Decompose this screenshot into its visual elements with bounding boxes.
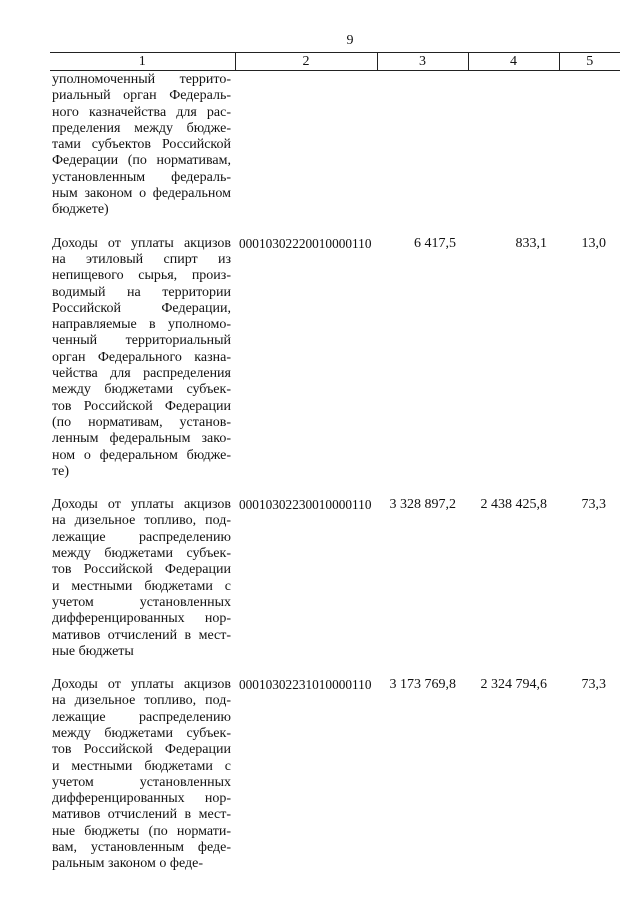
row-spacer <box>52 219 231 233</box>
table-body <box>50 71 620 887</box>
revenue-name-line: дифференцированных нор- <box>52 791 231 807</box>
plan-value-cell: 3 328 897,2 <box>389 497 456 513</box>
revenue-name-line: ленным федеральным зако- <box>52 431 231 447</box>
actual-value-cell: 833,1 <box>515 235 547 251</box>
revenue-name-line: ного казначейства для рас- <box>52 104 231 120</box>
revenue-name-cell <box>50 233 235 494</box>
table-row <box>50 71 620 233</box>
budget-code-cell: 00010302220010000110 <box>239 235 372 251</box>
revenue-name-line: тов Российской Федерации <box>52 398 231 414</box>
revenue-name-line: мативов отчислений в мест- <box>52 807 231 823</box>
revenue-name-line: уполномоченный террито- <box>52 72 231 87</box>
budget-code-cell: 00010302230010000110 <box>239 497 372 513</box>
revenue-name-line: Федерации (по нормативам, <box>52 153 231 169</box>
revenue-name-line: ные бюджеты <box>52 643 134 659</box>
revenue-name-line: тами субъектов Российской <box>52 137 231 153</box>
percent-cell: 13,0 <box>581 235 606 251</box>
plan-value-cell <box>377 71 468 233</box>
plan-value-cell: 3 173 769,8 <box>389 677 456 693</box>
revenue-name-line: ральным законом о феде- <box>52 856 203 872</box>
budget-revenue-table <box>50 52 620 887</box>
revenue-name-line: те) <box>52 463 69 479</box>
revenue-name-line: на дизельное топливо, под- <box>52 513 231 529</box>
revenue-name-line: между бюджетами субъек- <box>52 382 231 398</box>
revenue-name-line: ные бюджеты (по нормати- <box>52 823 231 839</box>
table-row <box>50 674 620 887</box>
table-row <box>50 494 620 674</box>
revenue-name-line: между бюджетами субъек- <box>52 725 231 741</box>
percent-cell <box>559 71 620 233</box>
plan-value-cell: 6 417,5 <box>414 235 456 251</box>
percent-cell: 73,3 <box>581 677 606 693</box>
revenue-name-line: мативов отчислений в мест- <box>52 627 231 643</box>
revenue-name-line: Российской Федерации, <box>52 300 231 316</box>
revenue-name-line: на этиловый спирт из <box>52 251 231 267</box>
row-spacer <box>52 660 231 674</box>
column-header-3: 3 <box>377 53 468 71</box>
revenue-name-line: орган Федерального казна- <box>52 349 231 365</box>
revenue-name-line: направляемые в уполномо- <box>52 317 231 333</box>
actual-value-cell <box>468 71 559 233</box>
table-header <box>50 53 620 71</box>
revenue-name-cell <box>50 674 235 887</box>
revenue-name-line: на дизельное топливо, под- <box>52 693 231 709</box>
revenue-name-line: водимый на территории <box>52 284 231 300</box>
table-row <box>50 233 620 494</box>
revenue-name-line: между бюджетами субъек- <box>52 546 231 562</box>
revenue-name-cell <box>50 494 235 674</box>
revenue-name-line: ченный территориальный <box>52 333 231 349</box>
revenue-name-line: тов Российской Федерации <box>52 742 231 758</box>
revenue-name-line: и местными бюджетами с <box>52 758 231 774</box>
column-header-5: 5 <box>559 53 620 71</box>
revenue-name-line: ном о федеральном бюдже- <box>52 447 231 463</box>
revenue-name-cell <box>50 71 235 233</box>
revenue-name-line: вам, установленным феде- <box>52 840 231 856</box>
actual-value-cell: 2 438 425,8 <box>480 497 547 513</box>
revenue-name-line: дифференцированных нор- <box>52 611 231 627</box>
budget-code-cell: 00010302231010000110 <box>239 677 372 693</box>
column-header-4: 4 <box>468 53 559 71</box>
revenue-name-line: бюджете) <box>52 202 109 218</box>
revenue-name-line: установленным федераль- <box>52 169 231 185</box>
page-number: 9 <box>346 33 354 48</box>
revenue-name-line: учетом установленных <box>52 594 231 610</box>
revenue-name-line: лежащие распределению <box>52 709 231 725</box>
revenue-name-line: (по нормативам, установ- <box>52 414 231 430</box>
revenue-name-line: учетом установленных <box>52 774 231 790</box>
column-header-1: 1 <box>50 53 235 71</box>
revenue-name-line: Доходы от уплаты акцизов <box>52 677 231 693</box>
header-row <box>50 53 620 71</box>
column-header-2: 2 <box>235 53 377 71</box>
actual-value-cell: 2 324 794,6 <box>480 677 547 693</box>
row-spacer <box>52 873 231 887</box>
row-spacer <box>52 480 231 494</box>
revenue-name-line: непищевого сырья, произ- <box>52 268 231 284</box>
revenue-name-line: риальный орган Федераль- <box>52 88 231 104</box>
revenue-name-line: Доходы от уплаты акцизов <box>52 235 231 251</box>
revenue-name-line: чейства для распределения <box>52 366 231 382</box>
revenue-name-line: пределения между бюдже- <box>52 120 231 136</box>
revenue-name-line: ным законом о федеральном <box>52 186 231 202</box>
revenue-name-line: лежащие распределению <box>52 529 231 545</box>
budget-code-cell <box>235 71 377 233</box>
percent-cell: 73,3 <box>581 497 606 513</box>
revenue-name-line: и местными бюджетами с <box>52 578 231 594</box>
revenue-name-line: тов Российской Федерации <box>52 562 231 578</box>
revenue-name-line: Доходы от уплаты акцизов <box>52 497 231 513</box>
